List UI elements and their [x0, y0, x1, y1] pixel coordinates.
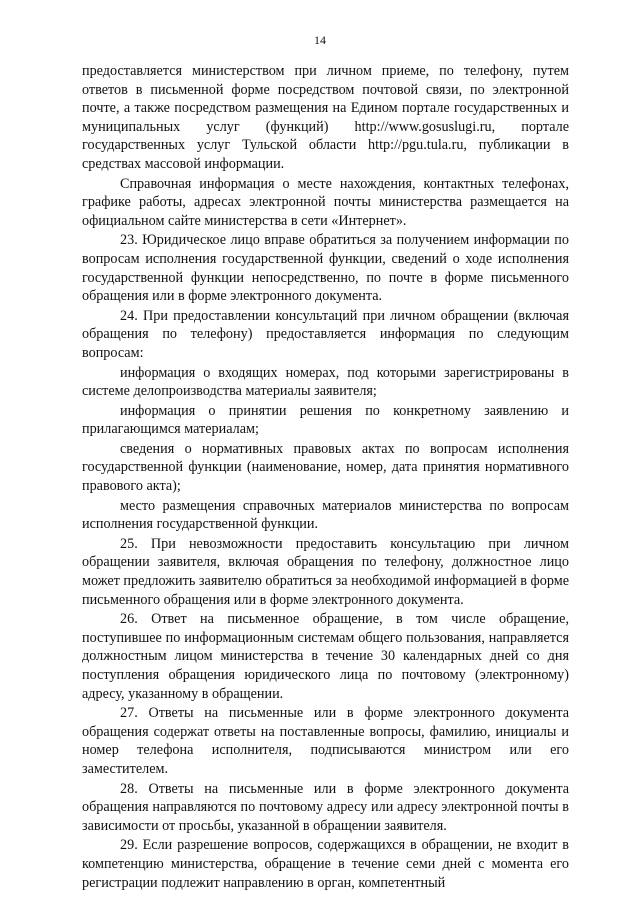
paragraph-26: 26. Ответ на письменное обращение, в том числе обращение, поступившее по информационным системам общего пользования, направляется должностным лицом министерства в течение 30 календарных дней со дня поступления обращения юридического лица по почтовому (электронному) адресу, указанному в обращении. [82, 611, 569, 702]
paragraph-reference-info: Справочная информация о месте нахождения, контактных телефонах, графике работы, адресах электронной почты министерства размещается на официальном сайте министерства в сети «Интернет». [82, 175, 569, 229]
list-item-legal-acts: сведения о нормативных правовых актах по вопросам исполнения государственной функции (наименование, номер, дата принятия нормативного правового акта); [82, 440, 569, 495]
page-number: 14 [314, 33, 326, 47]
paragraph-28: 28. Ответы на письменные или в форме электронного документа обращения направляются по почтовому адресу или адресу электронной почты в зависимости от просьбы, указанной в обращении заявителя. [82, 780, 569, 834]
paragraph-23: 23. Юридическое лицо вправе обратиться за получением информации по вопросам исполнения государственной функции, сведений о ходе исполнения государственной функции непосредственно, по почте в форме письменного обращения или в форме электронного документа. [82, 232, 569, 305]
list-item-decision-info: информация о принятии решения по конкретному заявлению и прилагающимся материалам; [82, 402, 569, 438]
paragraph-27: 27. Ответы на письменные или в форме электронного документа обращения содержат ответы на поставленные вопросы, фамилию, инициалы и номер телефона исполнителя, подписываются министром или его заместителем. [82, 705, 569, 777]
list-item-reference-materials: место размещения справочных материалов министерства по вопросам исполнения государственной функции. [82, 497, 569, 533]
document-body [82, 62, 569, 893]
paragraph-25: 25. При невозможности предоставить консультацию при личном обращении заявителя, включая обращения по телефону, должностное лицо может предложить заявителю обратиться за необходимой информацией в форме письменного обращения или в форме электронного документа. [82, 535, 569, 608]
paragraph-continuation: предоставляется министерством при личном приеме, по телефону, путем ответов в письменной форме посредством почтовой связи, по электронной почте, а также посредством размещения на Едином портале государственных и муниципальных услуг (функций) http://www.gosuslugi.ru, портале государственных услуг Тульской области http://pgu.tula.ru, публикации в средствах массовой информации. [82, 63, 569, 172]
list-item-incoming-numbers: информация о входящих номерах, под которыми зарегистрированы в системе делопроизводства материалы заявителя; [82, 364, 569, 400]
paragraph-24: 24. При предоставлении консультаций при личном обращении (включая обращения по телефону) предоставляется информация по следующим вопросам: [82, 307, 569, 361]
paragraph-29: 29. Если разрешение вопросов, содержащихся в обращении, не входит в компетенцию министерства, обращение в течение семи дней с момента его регистрации подлежит направлению в орган, компетентный [82, 837, 569, 891]
